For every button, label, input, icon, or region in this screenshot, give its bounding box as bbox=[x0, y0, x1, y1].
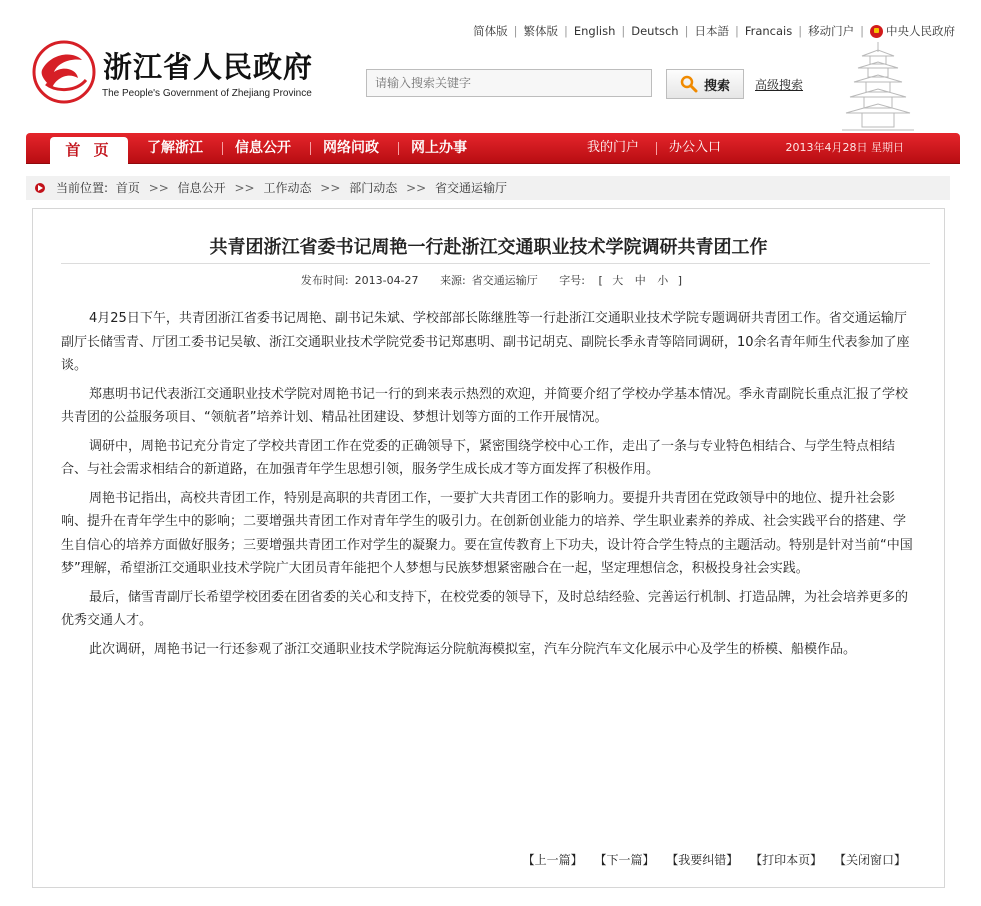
font-size-bracket-open: [ bbox=[598, 274, 603, 287]
lang-deutsch[interactable]: Deutsch bbox=[631, 24, 679, 38]
close-window-link[interactable]: 【关闭窗口】 bbox=[833, 853, 906, 867]
article-paragraph: 郑惠明书记代表浙江交通职业技术学院对周艳书记一行的到来表示热烈的欢迎，并简要介绍了学校办学基本情况。季永青副院长重点汇报了学校共青团的公益服务项目、“领航者”培养计划、精品社团建设、梦想计划等方面的工作开展情况。 bbox=[61, 386, 909, 425]
article-body bbox=[61, 307, 915, 666]
breadcrumb-transport-department[interactable]: 省交通运输厅 bbox=[435, 181, 508, 195]
article-paragraph: 4月25日下午，共青团浙江省委书记周艳、副书记朱斌、学校部部长陈继胜等一行赴浙江交通职业技术学院专题调研共青团工作。省交通运输厅副厅长储雪青、厅团工委书记吴敏、浙江交通职业技术学院党委书记郑惠明、副书记胡克、副院长季永青等陪同调研，10余名青年师生代表参加了座谈。 bbox=[61, 311, 910, 373]
language-bar bbox=[473, 23, 955, 39]
search-input[interactable] bbox=[366, 69, 652, 97]
nav-online-inquiry[interactable]: 网络问政 bbox=[323, 140, 379, 156]
nav-information-disclosure[interactable]: 信息公开 bbox=[235, 140, 291, 156]
advanced-search-link[interactable]: 高级搜索 bbox=[755, 78, 804, 92]
lang-english[interactable]: English bbox=[573, 24, 616, 38]
nav-divider bbox=[310, 142, 311, 155]
breadcrumb-label: 当前位置: bbox=[56, 181, 109, 195]
mobile-portal-link[interactable]: 移动门户 bbox=[808, 24, 855, 38]
breadcrumb-information-disclosure[interactable]: 信息公开 bbox=[177, 181, 226, 195]
nav-about-zhejiang[interactable]: 了解浙江 bbox=[147, 140, 203, 156]
separator: | bbox=[621, 24, 626, 38]
article-actions bbox=[515, 851, 906, 868]
chevron-right-icon: >> bbox=[148, 181, 169, 195]
nav-divider bbox=[656, 142, 657, 155]
article-title: 共青团浙江省委书记周艳一行赴浙江交通职业技术学院调研共青团工作 bbox=[209, 237, 768, 258]
lang-francais[interactable]: Francais bbox=[744, 24, 793, 38]
site-subtitle: The People's Government of Zhejiang Province bbox=[102, 88, 312, 99]
publish-date: 2013-04-27 bbox=[354, 274, 419, 287]
title-divider bbox=[61, 263, 930, 264]
publish-label: 发布时间: bbox=[300, 274, 349, 287]
print-page-link[interactable]: 【打印本页】 bbox=[750, 853, 823, 867]
main-nav bbox=[26, 133, 960, 163]
chevron-right-icon: >> bbox=[406, 181, 427, 195]
separator: | bbox=[513, 24, 518, 38]
search-icon bbox=[680, 75, 698, 93]
source-value: 省交通运输厅 bbox=[471, 274, 538, 287]
separator: | bbox=[798, 24, 803, 38]
zhejiang-logo-icon[interactable] bbox=[32, 40, 96, 104]
nav-online-services[interactable]: 网上办事 bbox=[411, 140, 467, 156]
separator: | bbox=[563, 24, 568, 38]
nav-office-entry[interactable]: 办公入口 bbox=[669, 140, 722, 155]
search-button-label: 搜索 bbox=[703, 78, 730, 94]
separator: | bbox=[684, 24, 689, 38]
article-paragraph: 最后，储雪青副厅长希望学校团委在团省委的关心和支持下，在校党委的领导下，及时总结经验、完善运行机制、打造品牌，为社会培养更多的优秀交通人才。 bbox=[61, 589, 909, 628]
font-size-large[interactable]: 大 bbox=[612, 274, 624, 287]
nav-date: 2013年4月28日 星期日 bbox=[785, 141, 904, 154]
pagoda-icon bbox=[832, 40, 924, 132]
separator: | bbox=[860, 24, 864, 38]
search-button[interactable] bbox=[666, 69, 744, 99]
nav-my-portal[interactable]: 我的门户 bbox=[587, 140, 640, 155]
central-government-link[interactable]: 中央人民政府 bbox=[886, 24, 955, 38]
nav-divider bbox=[222, 142, 223, 155]
breadcrumb-work-news[interactable]: 工作动态 bbox=[263, 181, 312, 195]
previous-article-link[interactable]: 【上一篇】 bbox=[522, 853, 583, 867]
report-error-link[interactable]: 【我要纠错】 bbox=[666, 853, 739, 867]
chevron-right-icon: >> bbox=[320, 181, 341, 195]
article-meta bbox=[33, 272, 944, 288]
article-panel bbox=[32, 208, 945, 888]
breadcrumb-home[interactable]: 首页 bbox=[115, 181, 140, 195]
header bbox=[0, 0, 981, 132]
article-paragraph: 周艳书记指出，高校共青团工作，特别是高职的共青团工作，一要扩大共青团工作的影响力。要提升共青团在党政领导中的地位、提升社会影响、提升在青年学生中的影响；二要增强共青团工作对青年学生的吸引力。在创新创业能力的培养、学生职业素养的养成、社会实践平台的搭建、学生自信心的培养方面做好服务；三要增强共青团工作对学生的凝聚力。要在宣传教育上下功夫，设计符合学生特点的主题活动。特别是针对当前“中国梦”理解，希望浙江交通职业技术学院广大团员青年能把个人梦想与民族梦想紧密融合在一起，坚定理想信念，积极投身社会实践。 bbox=[61, 490, 913, 576]
font-size-label: 字号: bbox=[559, 274, 585, 287]
font-size-medium[interactable]: 中 bbox=[634, 274, 646, 287]
lang-traditional[interactable]: 繁体版 bbox=[523, 24, 558, 38]
lang-japanese[interactable]: 日本語 bbox=[694, 24, 729, 38]
nav-divider bbox=[398, 142, 399, 155]
article-paragraph: 调研中，周艳书记充分肯定了学校共青团工作在党委的正确领导下，紧密围绕学校中心工作，走出了一条与专业特色相结合、与学生特点相结合、与社会需求相结合的新道路，在加强青年学生思想引领，服务学生成长成才等方面发挥了积极作用。 bbox=[61, 438, 896, 477]
site-title: 浙江省人民政府 bbox=[103, 50, 314, 84]
next-article-link[interactable]: 【下一篇】 bbox=[594, 853, 655, 867]
chevron-right-icon: >> bbox=[234, 181, 255, 195]
nav-home-tab[interactable]: 首 页 bbox=[50, 137, 128, 164]
separator: | bbox=[734, 24, 739, 38]
font-size-bracket-close: ] bbox=[677, 274, 683, 287]
national-emblem-icon bbox=[870, 25, 883, 38]
breadcrumb bbox=[26, 176, 950, 200]
lang-simplified[interactable]: 简体版 bbox=[473, 24, 508, 38]
source-label: 来源: bbox=[440, 274, 466, 287]
article-paragraph: 此次调研，周艳书记一行还参观了浙江交通职业技术学院海运分院航海模拟室，汽车分院汽车文化展示中心及学生的桥模、船模作品。 bbox=[89, 641, 857, 657]
font-size-small[interactable]: 小 bbox=[657, 274, 669, 287]
breadcrumb-arrow-icon bbox=[35, 183, 45, 193]
breadcrumb-department-news[interactable]: 部门动态 bbox=[349, 181, 398, 195]
